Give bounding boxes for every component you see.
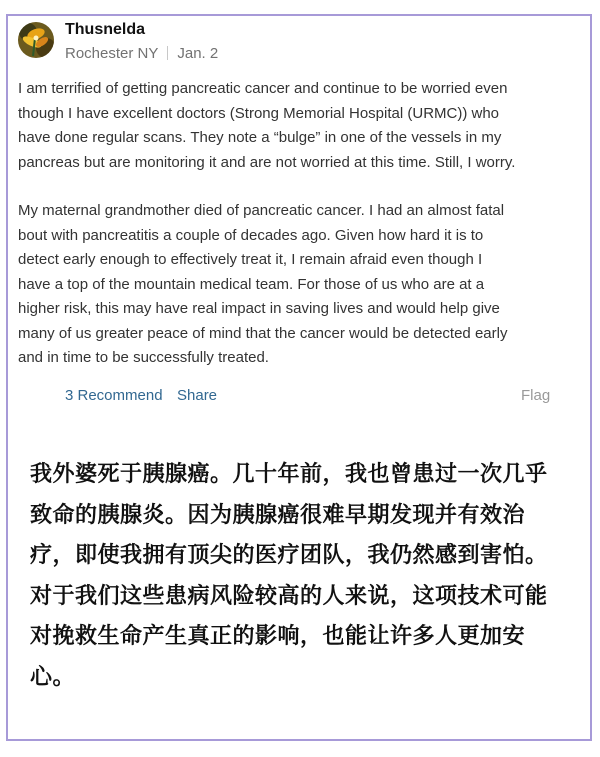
- avatar[interactable]: [18, 22, 54, 58]
- comment-location: Rochester NY: [65, 45, 159, 62]
- recommend-button[interactable]: 3 Recommend: [65, 386, 163, 404]
- comment-meta: [65, 45, 218, 62]
- meta-divider: [167, 46, 168, 60]
- comment-body: [18, 77, 518, 371]
- comment-author: Thusnelda: [65, 21, 146, 38]
- comment-paragraph: I am terrified of getting pancreatic cancer and continue to be worried even though I have excellent doctors (Strong Memorial Hospital (URMC)) who have done regular scans. They note a “bulge” in one of the vessels in my pancreas but are monitoring it and are not worried at this time. Still, I worry.: [18, 80, 516, 171]
- comment-paragraph: My maternal grandmother died of pancreatic cancer. I had an almost fatal bout with pancreatitis a couple of decades ago. Given how hard it is to detect early enough to effectively treat it, I remain afraid even though I have a top of the mountain medical team. For those of us who are at a higher risk, this may have real impact in saving lives and would help give many of us greater peace of mind that the cancer would be detected early and in time to be successfully treated.: [18, 202, 508, 366]
- chinese-translation-caption: 我外婆死于胰腺癌。几十年前，我也曾患过一次几乎致命的胰腺炎。因为胰腺癌很难早期发现并有效治疗，即使我拥有顶尖的医疗团队，我仍然感到害怕。对于我们这些患病风险较高的人来说，这项技术可能对挽救生命产生真正的影响，也能让许多人更加安心。: [30, 462, 548, 690]
- share-button[interactable]: Share: [177, 386, 218, 404]
- flag-button[interactable]: Flag: [521, 386, 551, 404]
- comment-date: Jan. 2: [177, 45, 219, 62]
- comment-header: [18, 22, 558, 74]
- avatar-flower-icon: [18, 22, 54, 58]
- comment-actions: [18, 387, 558, 409]
- comment-card: [18, 22, 558, 409]
